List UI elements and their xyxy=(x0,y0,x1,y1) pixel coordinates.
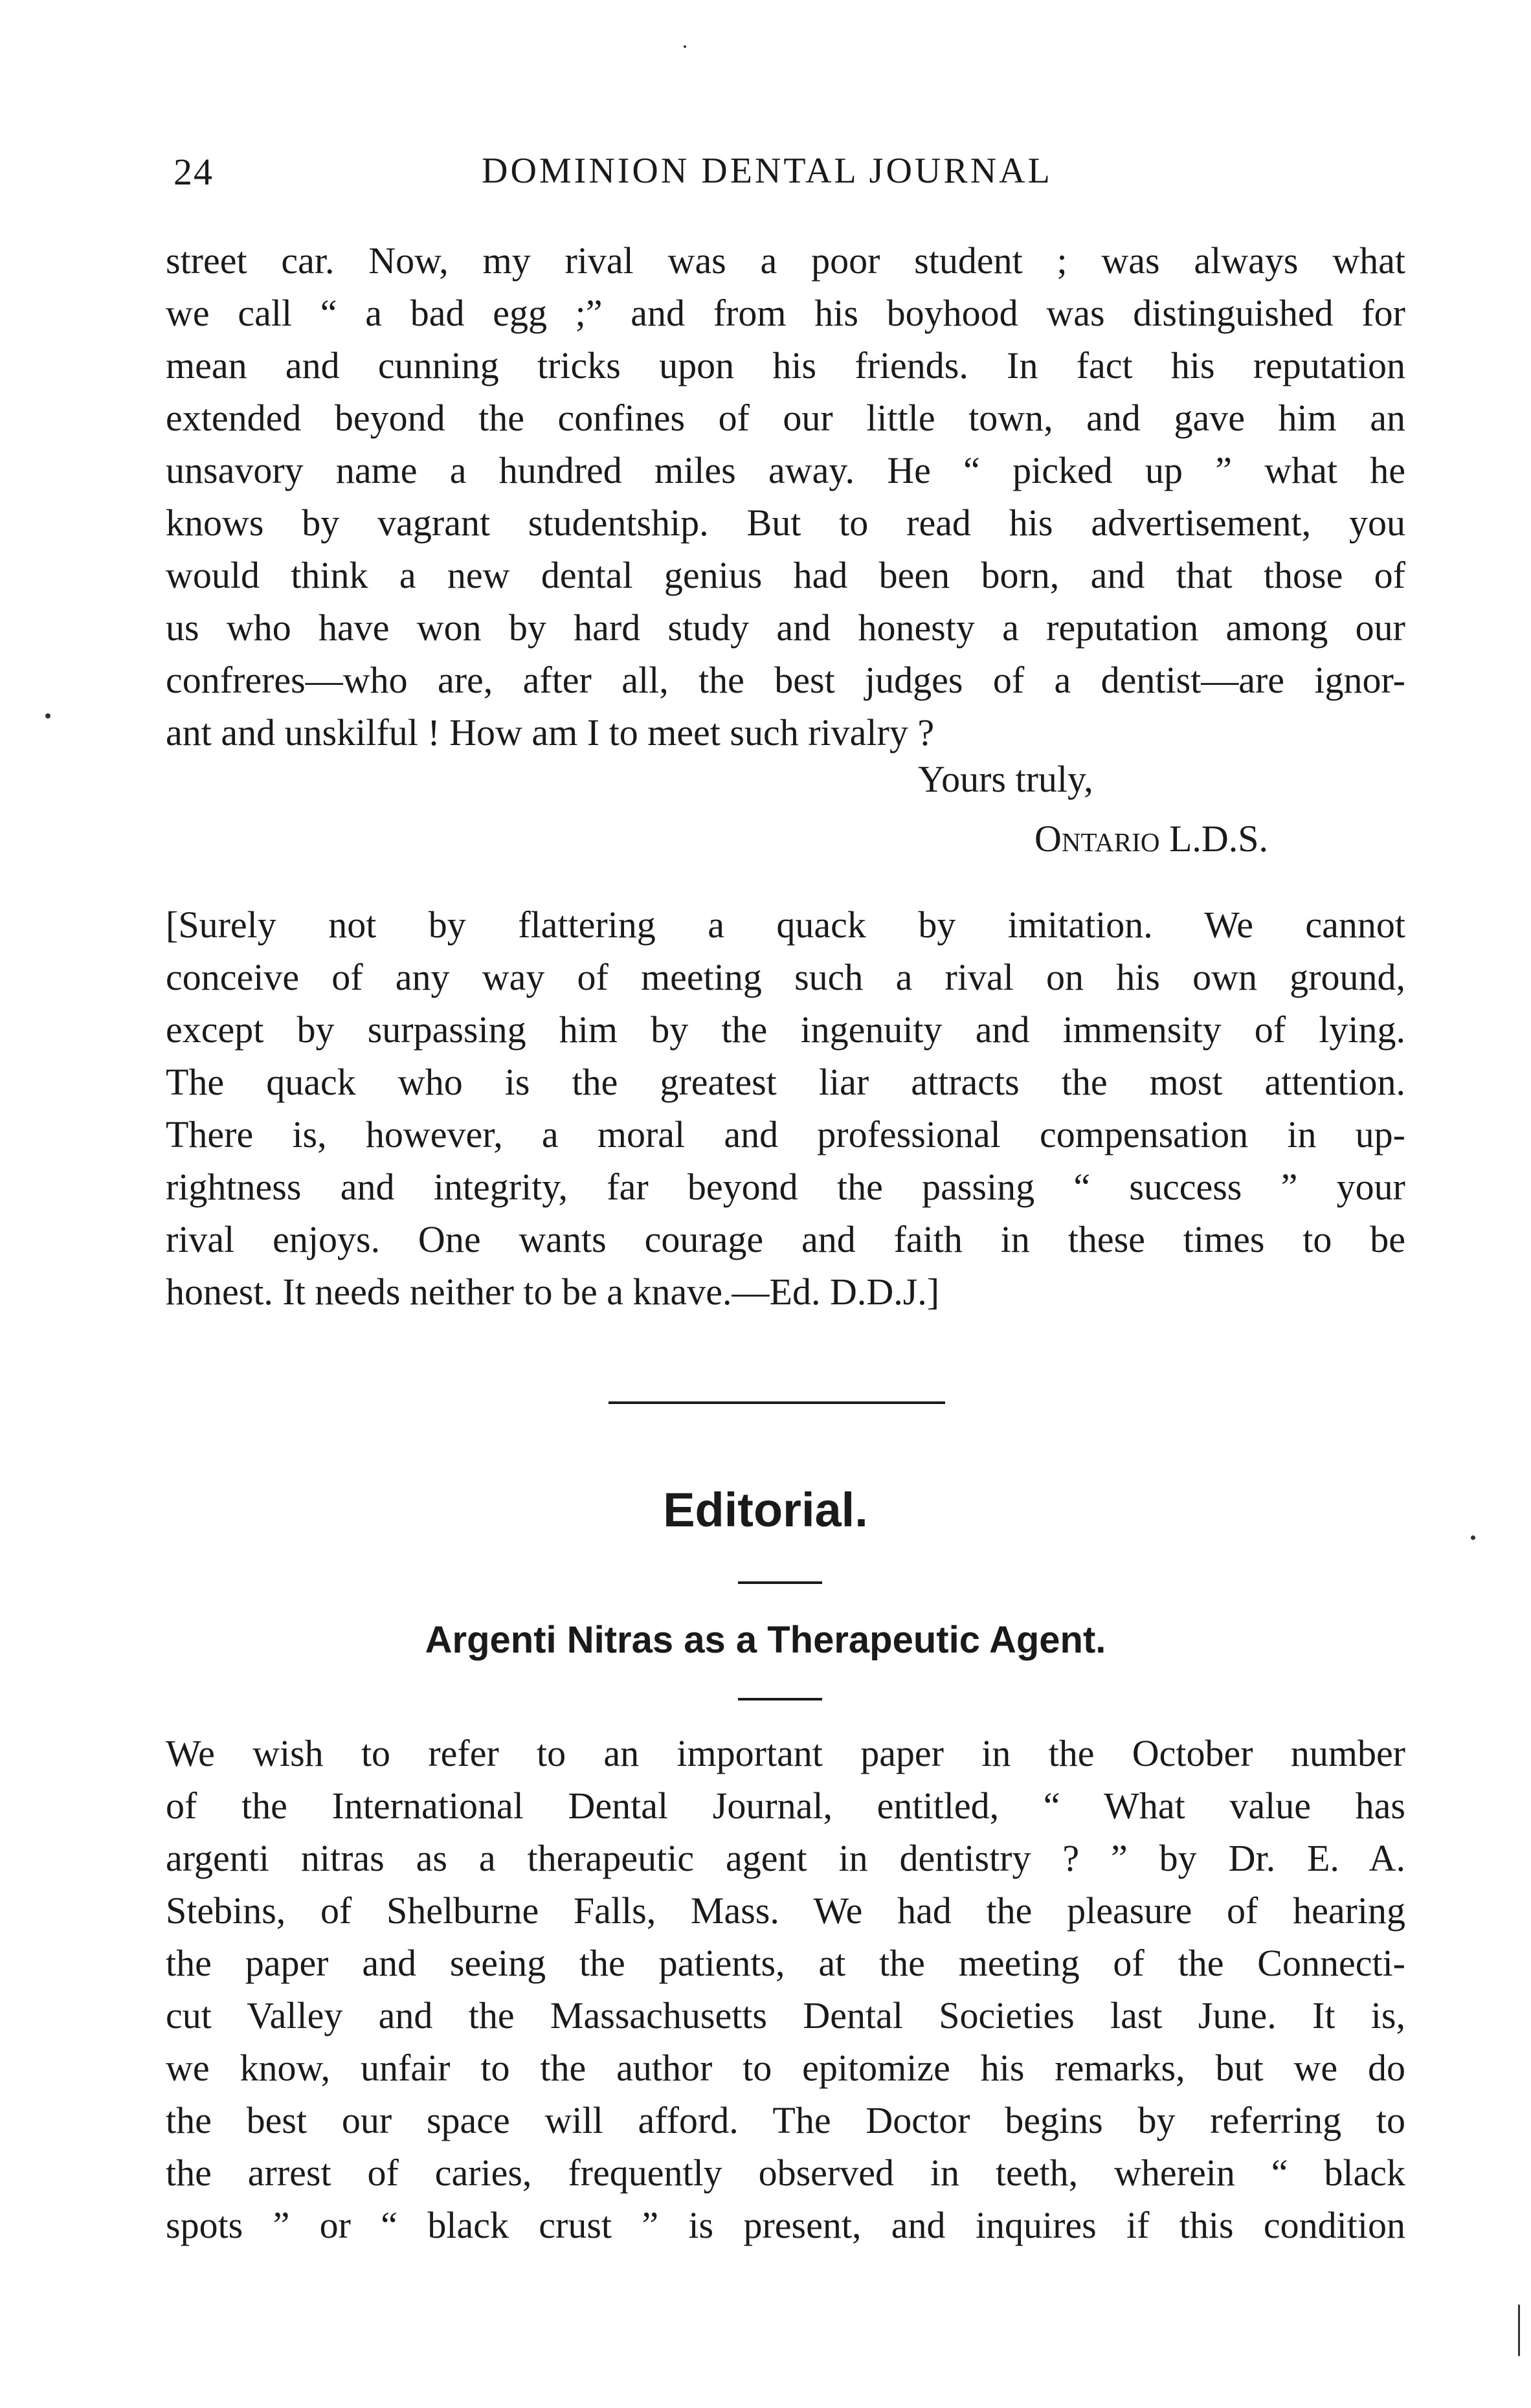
article-line: of the International Dental Journal, entitled, “ What value has xyxy=(166,1785,1405,1827)
letter-line: street car. Now, my rival was a poor student ; was always what xyxy=(166,240,1405,282)
running-head: DOMINION DENTAL JOURNAL xyxy=(482,151,1053,191)
letter-line: us who have won by hard study and honesty a reputation among our xyxy=(166,607,1405,649)
article-line: argenti nitras as a therapeutic agent in dentistry ? ” by Dr. E. A. xyxy=(166,1837,1405,1879)
letter-line: extended beyond the confines of our little town, and gave him an xyxy=(166,397,1405,439)
letter-line: would think a new dental genius had been born, and that those of xyxy=(166,554,1405,596)
editor-note-line: rival enjoys. One wants courage and faith in these times to be xyxy=(166,1218,1405,1260)
editor-note-line: The quack who is the greatest liar attracts the most attention. xyxy=(166,1061,1405,1103)
article-line: the paper and seeing the patients, at the meeting of the Connecti- xyxy=(166,1942,1405,1984)
scan-speck xyxy=(45,713,50,719)
article-line: the best our space will afford. The Doctor begins by referring to xyxy=(166,2099,1405,2141)
editor-note-line: [Surely not by flattering a quack by imitation. We cannot xyxy=(166,904,1405,946)
page-number: 24 xyxy=(173,151,214,193)
editor-note-line: except by surpassing him by the ingenuity and immensity of lying. xyxy=(166,1009,1405,1051)
title-rule-top xyxy=(738,1581,822,1584)
scan-speck xyxy=(1471,1535,1475,1540)
section-title: Editorial. xyxy=(663,1483,868,1537)
editor-note-line: rightness and integrity, far beyond the passing “ success ” your xyxy=(166,1166,1405,1208)
article-title: Argenti Nitras as a Therapeutic Agent. xyxy=(425,1619,1106,1661)
article-line: we know, unfair to the author to epitomize his remarks, but we do xyxy=(166,2047,1405,2089)
editor-note xyxy=(166,898,1405,1318)
letter-line: mean and cunning tricks upon his friends. In fact his reputation xyxy=(166,344,1405,386)
editor-note-line: honest. It needs neither to be a knave.—Ed. D.D.J.] xyxy=(166,1271,940,1313)
article-line: spots ” or “ black crust ” is present, and inquires if this condition xyxy=(166,2204,1405,2246)
page-header xyxy=(173,150,1403,202)
letter-line: we call “ a bad egg ;” and from his boyhood was distinguished for xyxy=(166,292,1405,334)
letter-line: unsavory name a hundred miles away. He “ picked up ” what he xyxy=(166,449,1405,491)
letter-line: ant and unskilful ! How am I to meet such rivalry ? xyxy=(166,711,935,753)
article-line: We wish to refer to an important paper in the October number xyxy=(166,1732,1405,1774)
letter-body xyxy=(166,234,1405,759)
scan-speck xyxy=(684,45,686,48)
editor-note-line: There is, however, a moral and professional compensation in up- xyxy=(166,1113,1405,1155)
letter-closing: Yours truly, xyxy=(918,758,1093,800)
letter-line: confreres—who are, after all, the best judges of a dentist—are ignor- xyxy=(166,659,1405,701)
article-body xyxy=(166,1727,1405,2251)
letter-line: knows by vagrant studentship. But to read his advertisement, you xyxy=(166,502,1405,544)
article-line: Stebins, of Shelburne Falls, Mass. We had the pleasure of hearing xyxy=(166,1890,1405,1932)
article-line: the arrest of caries, frequently observed in teeth, wherein “ black xyxy=(166,2152,1405,2194)
section-divider xyxy=(609,1401,945,1404)
title-rule-bottom xyxy=(738,1698,822,1700)
letter-signature: Ontario L.D.S. xyxy=(1034,818,1269,860)
article-line: cut Valley and the Massachusetts Dental Societies last June. It is, xyxy=(166,1994,1405,2036)
scan-edge-mark xyxy=(1518,2304,1520,2356)
editor-note-line: conceive of any way of meeting such a rival on his own ground, xyxy=(166,956,1405,998)
